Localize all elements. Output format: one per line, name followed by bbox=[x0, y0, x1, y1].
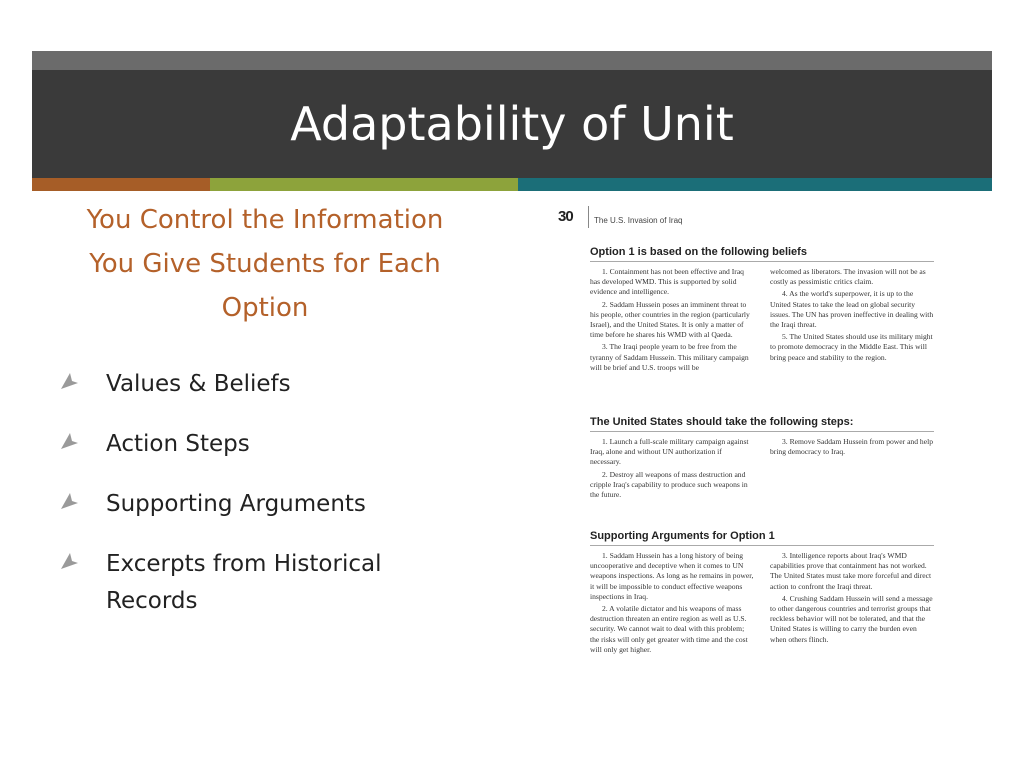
bullet-list bbox=[56, 366, 456, 643]
bullet-item bbox=[56, 426, 456, 463]
arrow-icon bbox=[58, 430, 80, 452]
bullet-text: Values & Beliefs bbox=[106, 371, 291, 397]
document-section-title: The United States should take the following steps: bbox=[590, 416, 934, 432]
document-paragraph: 1. Launch a full-scale military campaign against Iraq, alone and without UN authorization if necessary. bbox=[590, 437, 749, 467]
document-page-number: 30 bbox=[558, 208, 573, 225]
title-bar bbox=[32, 70, 992, 178]
document-paragraph: welcomed as liberators. The invasion will not be as costly as pessimistic critics claim. bbox=[770, 267, 926, 287]
bullet-text: Records bbox=[106, 588, 198, 614]
bullet-text: Supporting Arguments bbox=[106, 491, 366, 517]
document-header-rule bbox=[588, 206, 589, 228]
accent-stripe-green bbox=[210, 178, 518, 191]
document-paragraph: 3. Intelligence reports about Iraq's WMD capabilities prove that containment has not worked. The United States must take more forceful and direct action to confront the Iraqi threat. bbox=[770, 551, 932, 591]
bullet-item bbox=[56, 546, 456, 620]
document-paragraph: 1. Saddam Hussein has a long history of being uncooperative and deceptive when it comes to UN weapons inspections. As long as he remains in power, it will be impossible to conduct effective weapons inspections in Iraq. bbox=[590, 551, 754, 601]
document-column-right bbox=[770, 267, 934, 375]
document-column-right bbox=[770, 437, 934, 502]
document-section-title: Supporting Arguments for Option 1 bbox=[590, 530, 934, 546]
document-paragraph: 1. Containment has not been effective and Iraq has developed WMD. This is supported by solid evidence and intelligence. bbox=[590, 267, 744, 297]
arrow-icon bbox=[58, 550, 80, 572]
subtitle-line: You Control the Information bbox=[86, 205, 444, 235]
document-section bbox=[590, 530, 934, 657]
document-section bbox=[590, 416, 934, 502]
document-column-left bbox=[590, 551, 754, 657]
slide-title: Adaptability of Unit bbox=[290, 97, 734, 151]
accent-stripe-teal bbox=[518, 178, 992, 191]
bullet-item bbox=[56, 486, 456, 523]
document-paragraph: 4. Crushing Saddam Hussein will send a message to other dangerous countries and terrorist groups that reckless behavior will not be tolerated, and that the United States is willing to carry the burden even when others flinch. bbox=[770, 593, 933, 644]
document-paragraph: 3. The Iraqi people yearn to be free from the tyranny of Saddam Hussein. This military campaign will be brief and U.S. troops will be bbox=[590, 342, 749, 372]
subtitle-line: Option bbox=[221, 293, 309, 323]
arrow-icon bbox=[58, 490, 80, 512]
document-paragraph: 4. As the world's superpower, it is up to the United States to take the lead on global security issues. The UN has proven ineffective in dealing with the Iraqi threat. bbox=[770, 289, 934, 330]
bullet-text: Excerpts from Historical bbox=[106, 551, 382, 577]
document-column-right bbox=[770, 551, 934, 657]
document-paragraph: 3. Remove Saddam Hussein from power and help bring democracy to Iraq. bbox=[770, 437, 933, 457]
document-header: The U.S. Invasion of Iraq bbox=[594, 216, 683, 225]
document-section-title: Option 1 is based on the following beliefs bbox=[590, 246, 934, 262]
arrow-icon bbox=[58, 370, 80, 392]
document-excerpt bbox=[556, 202, 940, 692]
document-column-left bbox=[590, 437, 754, 502]
bullet-text: Action Steps bbox=[106, 431, 250, 457]
subtitle-line: You Give Students for Each bbox=[89, 249, 441, 279]
title-top-band bbox=[32, 51, 992, 70]
document-paragraph: 5. The United States should use its military might to promote democracy in the Middle East. This will bring peace and stability to the region. bbox=[770, 332, 933, 362]
document-section bbox=[590, 246, 934, 375]
document-column-left bbox=[590, 267, 754, 375]
accent-stripe-orange bbox=[32, 178, 210, 191]
document-paragraph: 2. Destroy all weapons of mass destruction and cripple Iraq's capability to produce such weapons in the future. bbox=[590, 469, 748, 500]
document-paragraph: 2. Saddam Hussein poses an imminent threat to his people, other countries in the region (particularly Israel), and the United States. It is only a matter of time before he shares his WMD with al Qaeda. bbox=[590, 299, 750, 340]
bullet-item bbox=[56, 366, 456, 403]
document-paragraph: 2. A volatile dictator and his weapons of mass destruction threaten an entire region as well as U.S. security. We cannot wait to deal with this problem; the risks will only get greater with time and the cost will only get higher. bbox=[590, 604, 748, 654]
slide-subtitle bbox=[50, 198, 480, 330]
